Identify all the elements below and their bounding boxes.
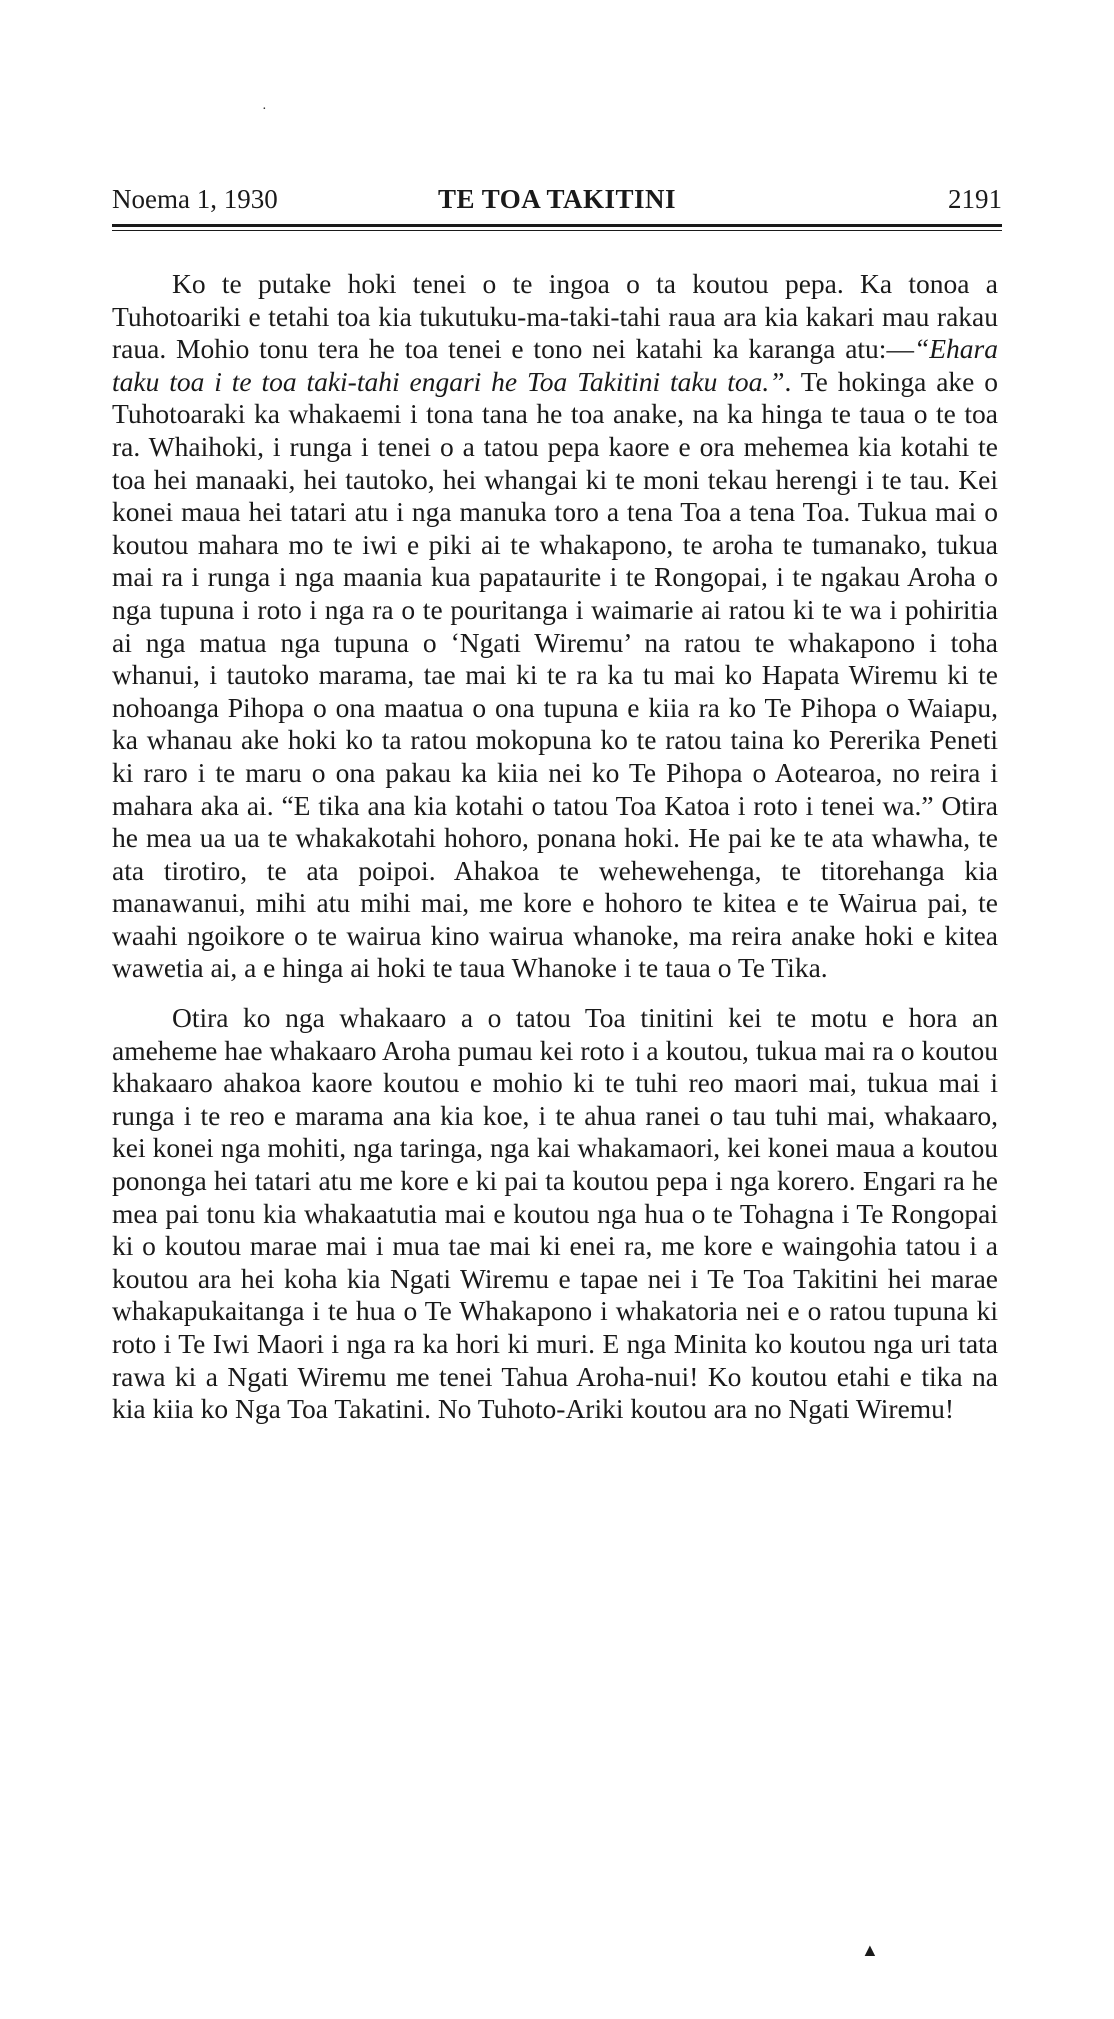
print-speck: · [262,102,267,117]
publication-title: TE TOA TAKITINI [437,184,677,214]
paragraph-1 [112,268,998,985]
header-rule-thick [112,224,1002,227]
running-header [112,184,1002,220]
header-rule-thin [112,230,1002,231]
paragraph-2: Otira ko nga whakaaro a o tatou Toa tinitini kei te motu e hora an ameheme hae whakaaro Aroha pumau kei roto i a koutou, tukua mai ra o koutou khakaaro ahakoa kaore koutou e mohio ki te tuhi reo maori mai, tukua mai i runga i te reo e marama ana kia koe, i te ahua ranei o tau tuhi mai, whakaaro, kei konei nga mohiti, nga taringa, nga kai whakamaori, kei konei maua a koutou pononga hei tatari atu me kore e ki pai ta koutou pepa i nga korero. Engari ra he mea pai tonu kia whakaatutia mai e koutou nga hua o te Tohagna i Te Rongopai ki o koutou marae mai i mua tae mai ki enei ra, me kore e waingohia tatou i a koutou ara hei koha kia Ngati Wiremu e tapae nei i Te Toa Takitini hei marae whakapukaitanga i te hua o Te Whakapono i whakatoria nei e o ratou tupuna ki roto i Te Iwi Maori i nga ra ka hori ki muri. E nga Minita ko koutou nga uri tata rawa ki a Ngati Wiremu me tenei Tahua Aroha-nui! Ko koutou etahi e tika na kia kiia ko Nga Toa Takatini. No Tuhoto-Ariki koutou ara no Ngati Wiremu! [112,1002,998,1425]
paragraph-1-quote: “Ehara taku toa i te toa taki-tahi engari he Toa Takitini taku toa.” [112,333,998,397]
print-mark: ▲ [861,1940,879,1960]
header-date: Noema 1, 1930 [112,184,278,214]
paragraph-1-continuation: . Te hokinga ake o Tuhotoaraki ka whakaemi i tona tana he toa anake, na ka hinga te taua o te toa ra. Whaihoki, i runga i tenei o a tatou pepa kaore e ora mehemea kia kotahi te toa hei manaaki, hei tautoko, hei whangai ki te moni tekau herengi i te tau. Kei konei maua hei tatari atu i nga manuka toro a tena Toa a tena Toa. Tukua mai o koutou mahara mo te iwi e piki ai te whakapono, te aroha te tumanako, tukua mai ra i runga i nga maania kua papataurite i te Rongopai, i te ngakau Aroha o nga tupuna i roto i nga ra o te pouritanga i waimarie ai ratou ki te wa i pohiritia ai nga matua nga tupuna o ‘Ngati Wiremu’ na ratou te whakapono i toha whanui, i tautoko marama, tae mai ki te ra ka tu mai ko Hapata Wiremu ki te nohoanga Pihopa o ona maatua o ona tupuna e kiia ra ko Te Pihopa o Waiapu, ka whanau ake hoki ko ta ratou mokopuna ko te ratou taina ko Pererika Peneti ki raro i te maru o ona pakau ka kiia nei ko Te Pihopa o Aotearoa, no reira i mahara aka ai. “E tika ana kia kotahi o tatou Toa Katoa i roto i tenei wa.” Otira he mea ua ua te whakakotahi hohoro, ponana hoki. He pai ke te ata whawha, te ata tirotiro, te ata poipoi. Ahakoa te wehewehenga, te titorehanga kia manawanui, mihi atu mihi mai, me kore e hohoro te kitea e te Wairua pai, te waahi ngoikore o te wairua kino wairua whanoke, ma reira anake hoki e kitea wawetia ai, a e hinga ai hoki te taua Whanoke i te taua o Te Tika. [112,365,998,984]
page-number: 2191 [948,184,1002,214]
article-body [112,268,998,1426]
paragraph-1-opening: Ko te putake hoki tenei o te ingoa o ta koutou pepa. Ka tonoa a Tuhotoariki e tetahi toa kia tukutuku-ma-taki-tahi raua ara kia kakari mau rakau raua. Mohio tonu tera he toa tenei e tono nei katahi ka karanga atu:— [112,268,998,365]
